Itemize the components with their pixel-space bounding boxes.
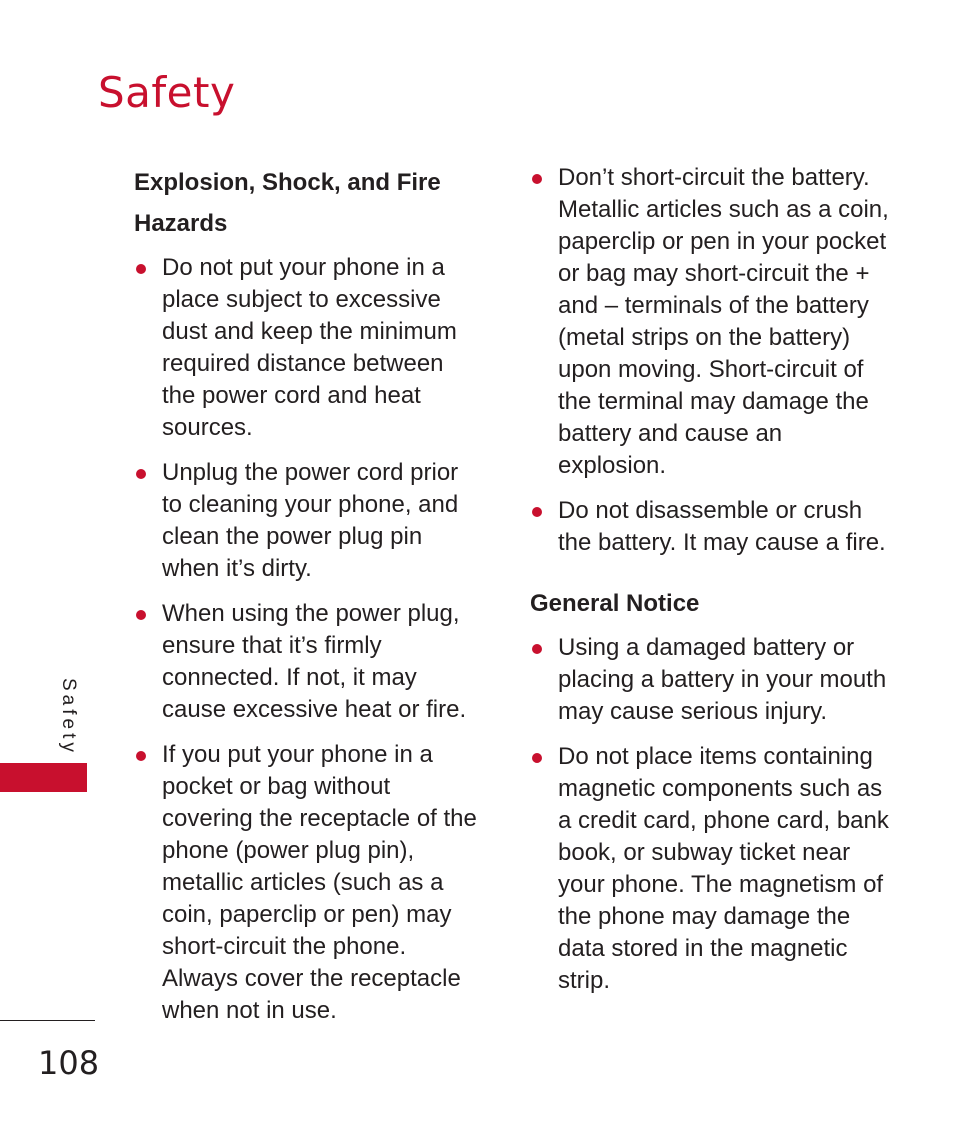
bullet-dot-icon xyxy=(136,264,146,274)
page-title: Safety xyxy=(98,68,236,117)
list-item xyxy=(530,495,890,559)
bullet-dot-icon xyxy=(532,753,542,763)
bullet-dot-icon xyxy=(532,644,542,654)
bullet-dot-icon xyxy=(532,507,542,517)
bullet-dot-icon xyxy=(136,469,146,479)
list-item-text: Don’t short-circuit the battery. Metallic articles such as a coin, paperclip or pen in your pocket or bag may short-circuit the + and – terminals of the battery (metal strips on the battery) upon moving. Short-circuit of the terminal may damage the battery and cause an explosion. xyxy=(558,164,889,479)
list-item-text: If you put your phone in a pocket or bag without covering the receptacle of the phone (power plug pin), metallic articles (such as a coin, paperclip or pen) may short-circuit the phone. Always cover the receptacle when not in use. xyxy=(162,741,477,1024)
bullet-dot-icon xyxy=(532,174,542,184)
list-item-text: Unplug the power cord prior to cleaning your phone, and clean the power plug pin when it’s dirty. xyxy=(162,459,459,582)
list-item-text: Do not disassemble or crush the battery. It may cause a fire. xyxy=(558,497,886,556)
side-section-label: Safety xyxy=(58,678,79,756)
section-heading-general-notice: General Notice xyxy=(530,590,700,617)
list-item-text: When using the power plug, ensure that it’s firmly connected. If not, it may cause excessive heat or fire. xyxy=(162,600,467,723)
bullet-dot-icon xyxy=(136,610,146,620)
bullet-dot-icon xyxy=(136,751,146,761)
list-item xyxy=(134,598,482,726)
footer-divider xyxy=(0,1020,95,1021)
general-notice-list xyxy=(530,632,890,997)
battery-list xyxy=(530,162,890,559)
list-item xyxy=(530,162,890,482)
list-item xyxy=(134,457,482,585)
hazards-list xyxy=(134,252,482,1027)
right-column xyxy=(530,162,890,1010)
list-item xyxy=(530,741,890,997)
list-item-text: Do not place items containing magnetic components such as a credit card, phone card, bank book, or subway ticket near your phone. The magnetism of the phone may damage the data stored in the magnetic strip. xyxy=(558,743,889,994)
list-item xyxy=(134,252,482,444)
page-number: 108 xyxy=(38,1044,100,1082)
list-item-text: Using a damaged battery or placing a battery in your mouth may cause serious injury. xyxy=(558,634,887,725)
left-column xyxy=(134,162,482,1040)
list-item-text: Do not put your phone in a place subject to excessive dust and keep the minimum required distance between the power cord and heat sources. xyxy=(162,254,457,441)
list-item xyxy=(530,632,890,728)
section-heading-hazards: Explosion, Shock, and Fire Hazards xyxy=(134,169,441,237)
list-item xyxy=(134,739,482,1027)
section-tab-marker xyxy=(0,763,87,792)
